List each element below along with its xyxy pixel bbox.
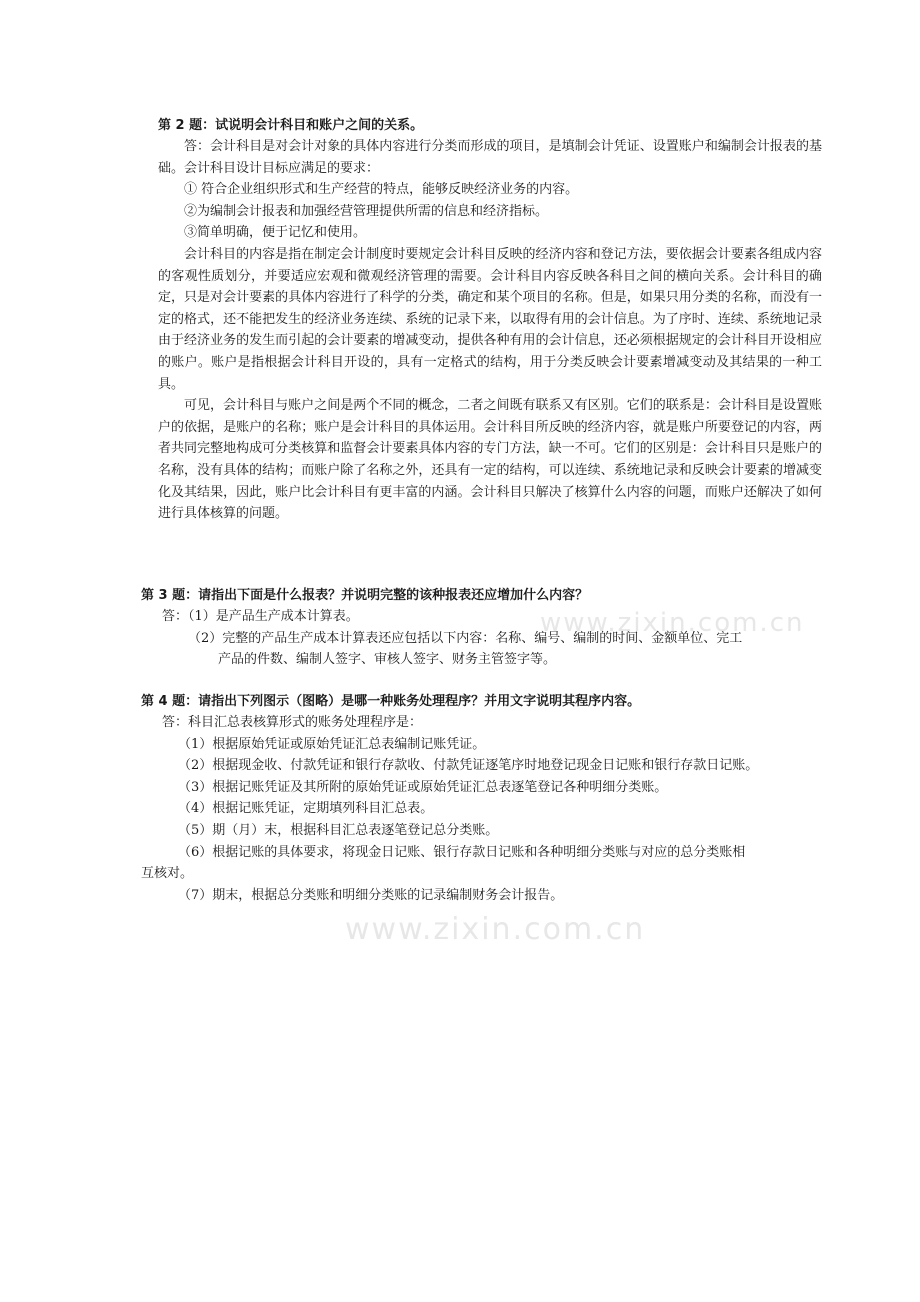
question-3-title: 第 3 题：请指出下面是什么报表？并说明完整的该种报表还应增加什么内容？ — [141, 588, 589, 603]
list-item: （1）根据原始凭证或原始凭证汇总表编制记账凭证。 — [178, 736, 486, 752]
question-3-answer: 答：（1）是产品生产成本计算表。 — [162, 609, 359, 624]
watermark: www.zixin.com.cn — [540, 608, 805, 638]
question-2-intro: 答：会计科目是对会计对象的具体内容进行分类而形成的项目，是填制会计凭证、设置账户和编制会计报表的基础。会计科目设计目标应满足的要求： — [158, 139, 822, 176]
question-4-title: 第 4 题：请指出下列图示（图略）是哪一种账务处理程序？并用文字说明其程序内容。 — [141, 694, 641, 709]
question-2-title: 第 2 题：试说明会计科目和账户之间的关系。 — [158, 118, 424, 133]
question-3-answer: （2）完整的产品生产成本计算表还应包括以下内容：名称、编号、编制的时间、金额单位、完工 — [188, 630, 743, 646]
list-item: ②为编制会计报表和加强经营管理提供所需的信息和经济指标。 — [184, 203, 549, 219]
question-2-section — [158, 116, 822, 525]
question-2-paragraph: 会计科目的内容是指在制定会计制度时要规定会计科目反映的经济内容和登记方法，要依据会计要素各组成内容的客观性质划分，并要适应宏观和微观经济管理的需要。会计科目内容反映各科目之间的横向关系。会计科目的确定，只是对会计要素的具体内容进行了科学的分类，确定和某个项目的名称。但是，如果只用分类的名称，而没有一定的格式，还不能把发生的经济业务连续、系统的记录下来，以取得有用的会计信息。为了序时、连续、系统地记录由于经济业务的发生而引起的会计要素的增减变动，提供各种有用的会计信息，还必须根据规定的会计科目开设相应的账户。账户是指根据会计科目开设的，具有一定格式的结构，用于分类反映会计要素增减变动及其结果的一种工具。 — [158, 246, 822, 392]
question-3-section — [141, 586, 831, 671]
watermark: www.zixin.com.cn — [345, 912, 646, 947]
list-item: （5）期（月）末，根据科目汇总表逐笔登记总分类账。 — [178, 822, 499, 838]
list-item: （3）根据记账凭证及其所附的原始凭证或原始凭证汇总表逐笔登记各种明细分类账。 — [178, 779, 668, 795]
list-item: 互核对。 — [141, 866, 194, 882]
question-4-section — [141, 692, 831, 906]
list-item: （2）根据现金收、付款凭证和银行存款收、付款凭证逐笔序时地登记现金日记账和银行存款日记账。 — [178, 758, 759, 774]
list-item: ① 符合企业组织形式和生产经营的特点，能够反映经济业务的内容。 — [184, 182, 579, 198]
question-2-paragraph: 可见，会计科目与账户之间是两个不同的概念，二者之间既有联系又有区别。它们的联系是：会计科目是设置账户的依据，是账户的名称；账户是会计科目的具体运用。会计科目所反映的经济内容，就是账户所要登记的内容，两者共同完整地构成可分类核算和监督会计要素具体内容的专门方法，缺一不可。它们的区别是：会计科目只是账户的名称，没有具体的结构；而账户除了名称之外，还具有一定的结构，可以连续、系统地记录和反映会计要素的增减变化及其结果，因此，账户比会计科目有更丰富的内涵。会计科目只解决了核算什么内容的问题，而账户还解决了如何进行具体核算的问题。 — [158, 398, 822, 522]
list-item: （4）根据记账凭证，定期填列科目汇总表。 — [178, 801, 434, 817]
question-3-answer: 产品的件数、编制人签字、审核人签字、财务主管签字等。 — [218, 652, 557, 668]
list-item: ③简单明确，便于记忆和使用。 — [184, 225, 367, 241]
question-4-intro: 答：科目汇总表核算形式的账务处理程序是： — [162, 715, 423, 730]
list-item: （6）根据记账的具体要求，将现金日记账、银行存款日记账和各种明细分类账与对应的总分类账相 — [178, 844, 746, 860]
list-item: （7）期末，根据总分类账和明细分类账的记录编制财务会计报告。 — [178, 887, 564, 903]
